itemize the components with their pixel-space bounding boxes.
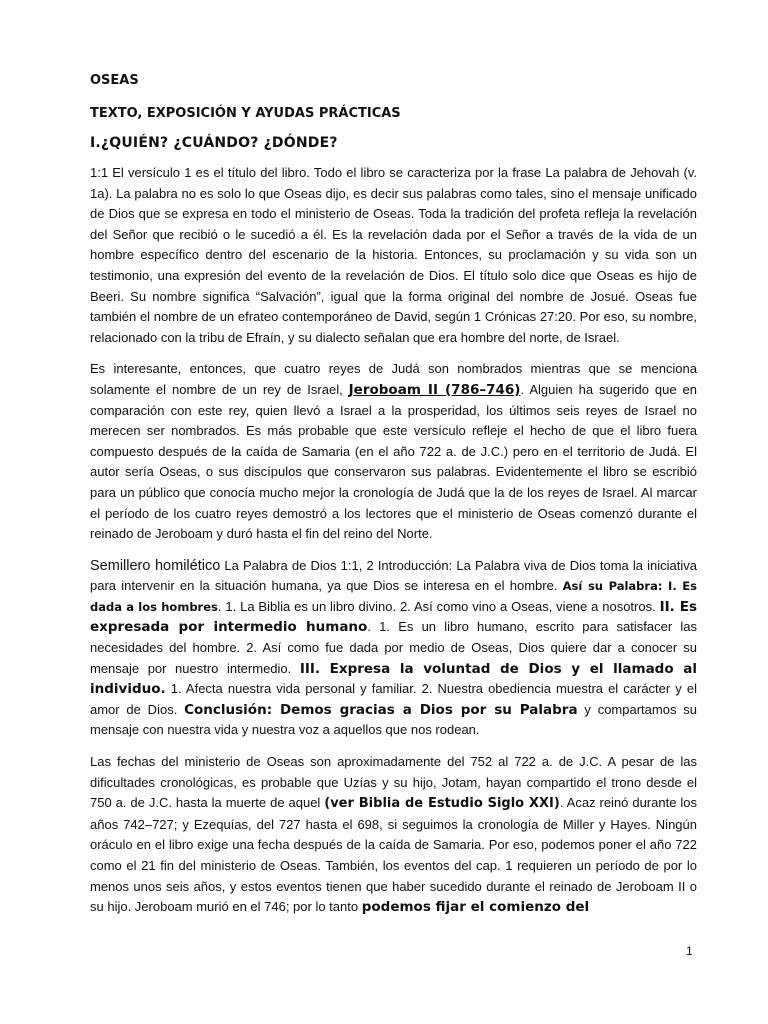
- point-1-bold: Así su Palabra: I. Es dada a los hombres: [90, 579, 697, 614]
- paragraph-3-text-e: 1. Afecta nuestra vida personal y familiar. 2. Nuestra obediencia muestra el carácter y el amor de Dios.: [90, 681, 697, 717]
- paragraph-4: [90, 752, 697, 918]
- biblia-reference-bold: (ver Biblia de Estudio Siglo XXI): [324, 796, 560, 812]
- point-2-bold: II. Es expresada por intermedio humano: [90, 598, 698, 636]
- paragraph-3-text-a: La Palabra de Dios 1:1, 2 Introducción: La Palabra viva de Dios toma la iniciativa para intervenir en la situación humana, ya que Dios se interesa en el hombre.: [90, 557, 697, 594]
- semillero-lead: Semillero homilético: [90, 557, 221, 574]
- paragraph-1: 1:1 El versículo 1 es el título del libro. Todo el libro se caracteriza por la frase La palabra de Jehovah (v. 1a). La palabra no es solo lo que Oseas dijo, es decir sus palabras como tales, sino el mensaje unificado de Dios que se expresa en todo el ministerio de Oseas. Toda la tradición del profeta refleja la revelación del Señor que recibió o le sucedió a él. Es la revelación dada por el Señor a través de la vida de un hombre específico dentro del escenario de la historia. Entonces, su proclamación y su vida son un testimonio, una expresión del evento de la revelación de Dios. El título solo dice que Oseas es hijo de Beeri. Su nombre significa “Salvación”, igual que la forma original del nombre de Josué. Oseas fue también el nombre de un efrateo contemporáneo de David, según 1 Crónicas 27:20. Por eso, su nombre, relacionado con la tribu de Efraín, y su dialecto señalan que era hombre del norte, de Israel.: [90, 165, 697, 345]
- fijar-comienzo-bold: podemos fijar el comienzo del: [361, 899, 590, 916]
- paragraph-3-text-c: . 1. La Biblia es un libro divino. 2. Así como vino a Oseas, viene a nosotros.: [217, 598, 660, 614]
- paragraph-2-text-a: Es interesante, entonces, que cuatro reyes de Judá son nombrados mientras que se menciona solamente el nombre de un rey de Israel,: [90, 361, 697, 397]
- section-heading: I.¿QUIÉN? ¿CUÁNDO? ¿DÓNDE?: [90, 135, 338, 151]
- conclusion-bold: Conclusión: Demos gracias a Dios por su Palabra: [184, 701, 578, 718]
- document-page: [90, 70, 697, 918]
- document-title: OSEAS: [90, 73, 139, 88]
- paragraph-3-text-f: y compartamos su mensaje con nuestra vida y nuestra voz a aquellos que nos rodean.: [90, 701, 697, 738]
- document-subtitle: TEXTO, EXPOSICIÓN Y AYUDAS PRÁCTICAS: [90, 106, 401, 121]
- paragraph-3: [90, 556, 697, 741]
- paragraph-4-text-c: . Acaz reinó durante los años 742–727; y Ezequías, del 727 hasta el 698, si seguimos la cronología de Miller y Hayes. Ningún oráculo en el libro exige una fecha después de la caída de Samaria. Por eso, podemos poner el año 722 como el 21 fin del ministerio de Oseas. También, los eventos del cap. 1 requieren un período de por lo menos unos seis años, y estos eventos tienen que haber sucedido durante el reinado de Jeroboam II o su hijo. Jeroboam murió en el 746; por lo tanto: [90, 795, 698, 915]
- paragraph-2: [90, 359, 697, 544]
- paragraph-4-text-a: Las fechas del ministerio de Oseas son aproximadamente del 752 al 722 a. de J.C. A pesar de las dificultades cronológicas, es probable que Uzías y su hijo, Jotam, hayan compartido el trono desde el 750 a. de J.C. hasta la muerte de aquel: [90, 754, 697, 811]
- page-number: 1: [686, 944, 693, 958]
- paragraph-2-text-b: . Alguien ha sugerido que en comparación con este rey, quien llevó a Israel a la prosperidad, los últimos seis reyes de Israel no merecen ser nombrados. Es más probable que este versículo refleje el hecho de que el libro fuera compuesto después de la caída de Samaria (en el año 722 a. de J.C.) pero en el territorio de Judá. El autor sería Oseas, o sus discípulos que conservaron sus palabras. Evidentemente el libro se escribió para un público que conocía mucho mejor la cronología de Judá que la de los reyes de Israel. Al marcar el período de los cuatro reyes demostró a los lectores que el ministerio de Oseas comenzó durante el reinado de Jeroboam y duró hasta el fin del reino del Norte.: [90, 381, 697, 542]
- paragraph-3-text-d: . 1. Es un libro humano, escrito para satisfacer las necesidades del hombre. 2. Así como fue dada por medio de Oseas, Dios quiere dar a conocer su mensaje por nuestro intermedio.: [90, 619, 697, 676]
- point-3-bold: III. Expresa la voluntad de Dios y el llamado al individuo.: [90, 660, 697, 698]
- jeroboam-link[interactable]: Jeroboam II (786–746): [348, 381, 521, 398]
